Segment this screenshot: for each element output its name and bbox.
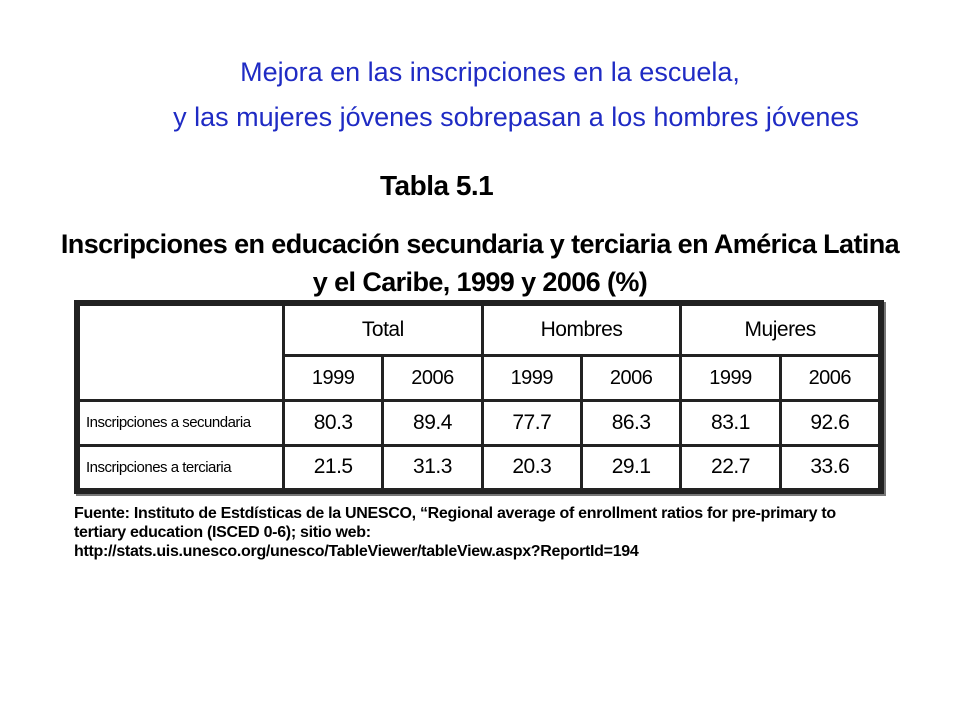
source-line-1: Fuente: Instituto de Estdísticas de la UNESCO, “Regional average of enrollment ratios for pre-primary to (74, 505, 836, 522)
row-label-secundaria: Inscripciones a secundaria (79, 401, 284, 446)
source-note (74, 504, 894, 561)
table-cell: 21.5 (284, 445, 383, 490)
table-cell: 20.3 (482, 445, 581, 490)
table-cell: 89.4 (383, 401, 482, 446)
year-header: 1999 (284, 356, 383, 401)
table-cell: 83.1 (681, 401, 780, 446)
year-header: 2006 (383, 356, 482, 401)
table-row (79, 445, 880, 490)
year-header: 2006 (780, 356, 879, 401)
table-cell: 33.6 (780, 445, 879, 490)
table-cell: 29.1 (581, 445, 680, 490)
year-header: 1999 (482, 356, 581, 401)
table-label: Tabla 5.1 (380, 170, 494, 201)
headline-line-2: y las mujeres jóvenes sobrepasan a los hombres jóvenes (173, 102, 859, 132)
source-line-2: tertiary education (ISCED 0-6); sitio web: (74, 524, 371, 541)
table-title-line-2: y el Caribe, 1999 y 2006 (%) (312, 267, 648, 297)
table-cell: 22.7 (681, 445, 780, 490)
table-cell: 92.6 (780, 401, 879, 446)
headline-line-1: Mejora en las inscripciones en la escuela, (240, 57, 740, 87)
year-header: 1999 (681, 356, 780, 401)
table-corner-cell (79, 305, 284, 401)
table-header-groups (79, 305, 880, 356)
enrollment-table-grid (77, 303, 881, 491)
enrollment-table (74, 300, 884, 494)
group-header-hombres: Hombres (482, 305, 681, 356)
source-url: http://stats.uis.unesco.org/unesco/TableViewer/tableView.aspx?ReportId=194 (74, 543, 639, 560)
table-cell: 31.3 (383, 445, 482, 490)
group-header-total: Total (284, 305, 483, 356)
table-cell: 77.7 (482, 401, 581, 446)
table-title-line-1: Inscripciones en educación secundaria y terciaria en América Latina (60, 229, 900, 259)
table-cell: 86.3 (581, 401, 680, 446)
table-cell: 80.3 (284, 401, 383, 446)
row-label-terciaria: Inscripciones a terciaria (79, 445, 284, 490)
year-header: 2006 (581, 356, 680, 401)
group-header-mujeres: Mujeres (681, 305, 880, 356)
table-row (79, 401, 880, 446)
